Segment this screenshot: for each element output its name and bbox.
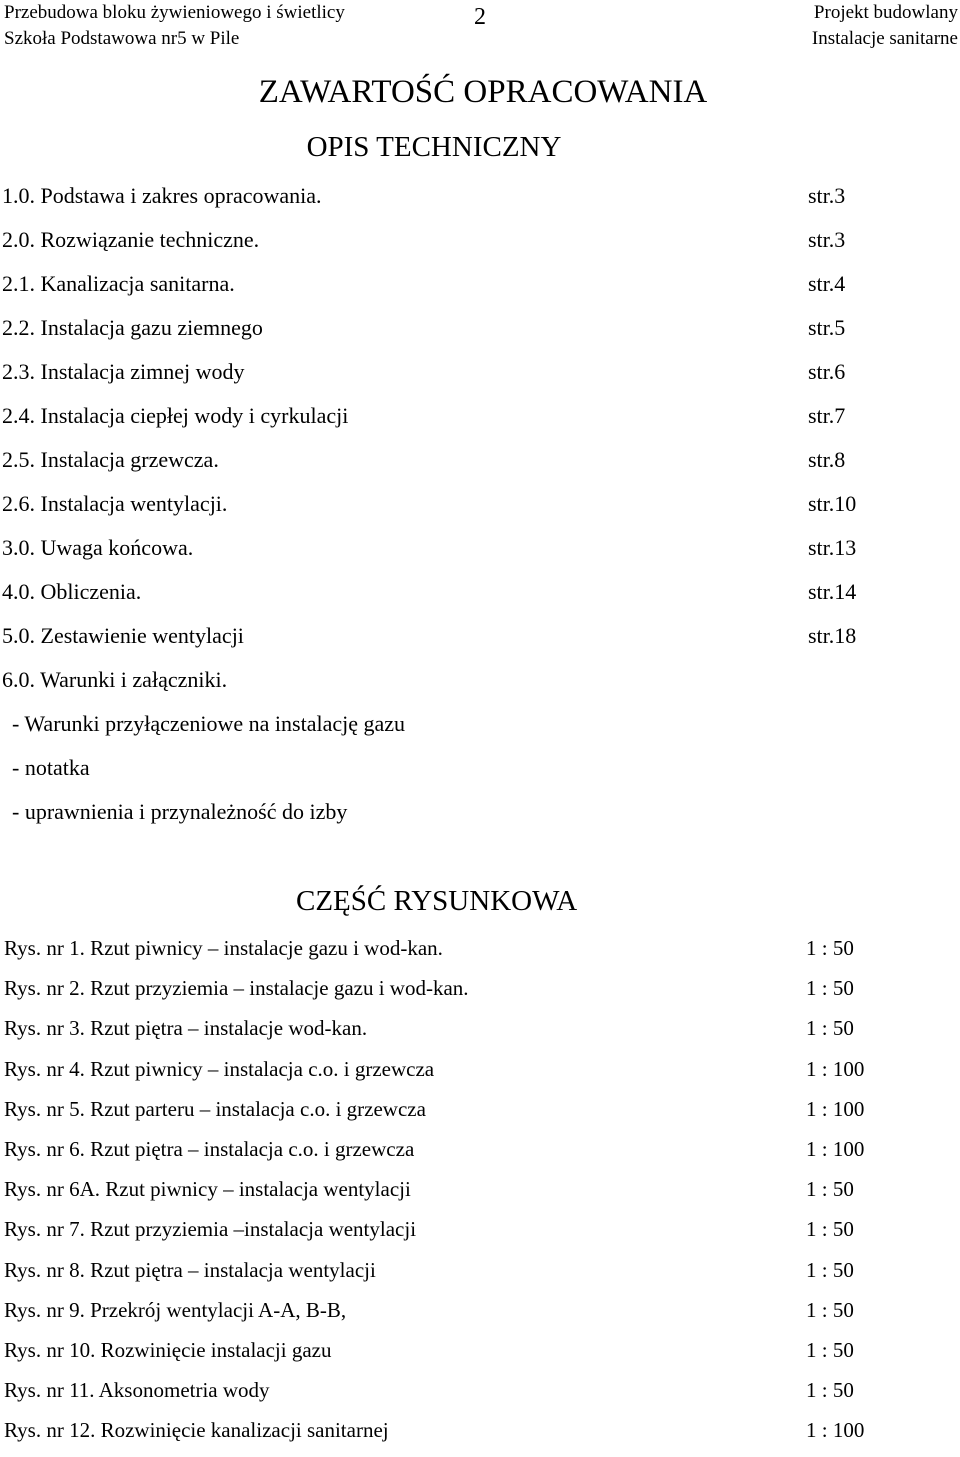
toc-item-page: str.5 [808, 315, 846, 340]
toc-row [2, 225, 942, 269]
toc-item-title: 1.0. Podstawa i zakres opracowania. [2, 183, 322, 208]
drawing-title: Rys. nr 4. Rzut piwnicy – instalacja c.o. i grzewcza [4, 1056, 435, 1081]
drawings-list [4, 935, 944, 1457]
toc-item-title: 2.4. Instalacja ciepłej wody i cyrkulacji [2, 403, 349, 428]
drawing-scale: 1 : 50 [806, 936, 854, 960]
toc-row [2, 357, 942, 401]
header-left [4, 0, 345, 52]
toc-item-page: str.10 [808, 491, 857, 516]
drawing-row [4, 935, 944, 975]
toc-row [2, 533, 942, 577]
drawing-scale: 1 : 100 [806, 1096, 865, 1121]
toc-row [2, 401, 942, 445]
toc-item-title: 4.0. Obliczenia. [2, 579, 142, 604]
toc-item-title: 2.5. Instalacja grzewcza. [2, 447, 219, 472]
header-project-name: Przebudowa bloku żywieniowego i świetlicy [4, 2, 345, 23]
drawing-row [4, 1257, 944, 1297]
section-title-drawings: CZĘŚĆ RYSUNKOWA [296, 885, 578, 917]
toc-item-title: 2.6. Instalacja wentylacji. [2, 491, 228, 516]
toc-row [2, 489, 942, 533]
attachment-item: - Warunki przyłączeniowe na instalację gazu [12, 711, 406, 736]
drawing-row [4, 1015, 944, 1055]
toc-item-title: 2.2. Instalacja gazu ziemnego [2, 315, 263, 340]
page-title: ZAWARTOŚĆ OPRACOWANIA [258, 74, 708, 110]
attachment-item: - notatka [12, 755, 90, 780]
drawing-row [4, 1176, 944, 1216]
drawing-scale: 1 : 50 [806, 1217, 854, 1242]
header-right [812, 0, 958, 52]
toc-item-page: str.8 [808, 447, 846, 472]
drawing-title: Rys. nr 10. Rozwinięcie instalacji gazu [4, 1337, 332, 1362]
drawing-row [4, 1297, 944, 1337]
drawing-title: Rys. nr 1. Rzut piwnicy – instalacje gazu i wod-kan. [4, 936, 443, 960]
header-school-name: Szkoła Podstawowa nr5 w Pile [4, 28, 240, 49]
drawing-scale: 1 : 50 [806, 1257, 854, 1282]
drawing-scale: 1 : 50 [806, 1378, 854, 1403]
drawing-scale: 1 : 50 [806, 976, 854, 1001]
header-discipline: Instalacje sanitarne [811, 28, 958, 49]
drawing-row [4, 1216, 944, 1256]
toc-row [2, 181, 942, 225]
toc-row [2, 445, 942, 489]
drawing-title: Rys. nr 11. Aksonometria wody [4, 1378, 270, 1403]
toc-item-page: str.3 [808, 227, 846, 252]
toc-row [2, 621, 942, 665]
page-number: 2 [474, 4, 486, 30]
drawing-scale: 1 : 50 [806, 1297, 854, 1322]
toc-item-title: 2.1. Kanalizacja sanitarna. [2, 271, 235, 296]
toc-row [2, 313, 942, 357]
toc-item-page: str.3 [808, 183, 846, 208]
drawing-title: Rys. nr 7. Rzut przyziemia –instalacja wentylacji [4, 1217, 417, 1242]
toc-item-title: 2.0. Rozwiązanie techniczne. [2, 227, 260, 252]
drawing-row [4, 975, 944, 1015]
drawing-title: Rys. nr 2. Rzut przyziemia – instalacje gazu i wod-kan. [4, 976, 469, 1001]
toc-item-page: str.4 [808, 271, 846, 296]
toc-item-page: str.6 [808, 359, 846, 384]
header-project-type: Projekt budowlany [813, 2, 958, 23]
drawing-row [4, 1096, 944, 1136]
toc-item-title: 6.0. Warunki i załączniki. [2, 667, 228, 692]
toc-item-title: 3.0. Uwaga końcowa. [2, 535, 194, 560]
drawing-row [4, 1056, 944, 1096]
drawing-row [4, 1377, 944, 1417]
toc-item-title: 5.0. Zestawienie wentylacji [2, 623, 244, 648]
drawing-row [4, 1337, 944, 1377]
drawing-scale: 1 : 50 [806, 1016, 854, 1041]
drawing-row [4, 1417, 944, 1457]
drawing-scale: 1 : 50 [806, 1337, 854, 1362]
toc-row [2, 577, 942, 621]
table-of-contents [2, 181, 942, 841]
toc-item-title: 2.3. Instalacja zimnej wody [2, 359, 245, 384]
toc-item-page: str.13 [808, 535, 857, 560]
drawing-title: Rys. nr 6A. Rzut piwnicy – instalacja wentylacji [4, 1177, 411, 1202]
section-title-technical-description: OPIS TECHNICZNY [306, 131, 562, 163]
toc-row [2, 665, 942, 709]
toc-item-page: str.14 [808, 579, 857, 604]
drawing-scale: 1 : 100 [806, 1056, 865, 1081]
drawing-scale: 1 : 100 [806, 1418, 865, 1443]
drawing-title: Rys. nr 9. Przekrój wentylacji A-A, B-B, [4, 1297, 347, 1322]
drawing-title: Rys. nr 6. Rzut piętra – instalacja c.o. i grzewcza [4, 1136, 415, 1161]
drawing-scale: 1 : 100 [806, 1136, 865, 1161]
toc-item-page: str.7 [808, 403, 846, 428]
drawing-title: Rys. nr 8. Rzut piętra – instalacja wentylacji [4, 1257, 376, 1282]
drawing-title: Rys. nr 3. Rzut piętra – instalacje wod-kan. [4, 1016, 368, 1041]
toc-item-page: str.18 [808, 623, 857, 648]
drawing-row [4, 1136, 944, 1176]
drawing-title: Rys. nr 12. Rozwinięcie kanalizacji sanitarnej [4, 1418, 389, 1443]
toc-row [2, 269, 942, 313]
drawing-scale: 1 : 50 [806, 1177, 854, 1202]
attachment-item: - uprawnienia i przynależność do izby [12, 799, 348, 824]
drawing-title: Rys. nr 5. Rzut parteru – instalacja c.o. i grzewcza [4, 1096, 426, 1121]
